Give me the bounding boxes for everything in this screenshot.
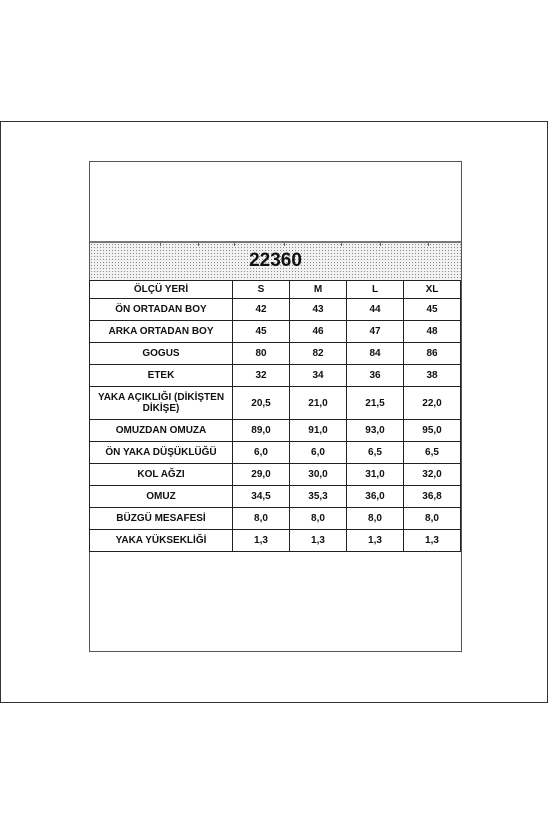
row-label: BÜZGÜ MESAFESİ [90,508,233,530]
cell-m: 91,0 [290,420,347,442]
cell-s: 20,5 [233,387,290,420]
table-row [90,420,461,442]
size-table [89,280,461,552]
table-row [90,464,461,486]
row-label: ÖN ORTADAN BOY [90,299,233,321]
table-row [90,365,461,387]
cell-s: 6,0 [233,442,290,464]
cell-m: 8,0 [290,508,347,530]
header-tick [234,242,235,246]
cell-l: 47 [347,321,404,343]
row-label: ARKA ORTADAN BOY [90,321,233,343]
cell-xl: 8,0 [404,508,461,530]
cell-xl: 32,0 [404,464,461,486]
column-header-xl: XL [404,281,461,299]
cell-s: 34,5 [233,486,290,508]
cell-xl: 38 [404,365,461,387]
row-label: OMUZ [90,486,233,508]
table-row [90,387,461,420]
header-tick [198,242,199,246]
cell-l: 21,5 [347,387,404,420]
row-label: ÖN YAKA DÜŞÜKLÜĞÜ [90,442,233,464]
header-tick [341,242,342,246]
product-code: 22360 [249,250,302,271]
column-header-l: L [347,281,404,299]
table-row [90,508,461,530]
cell-xl: 22,0 [404,387,461,420]
row-label: KOL AĞZI [90,464,233,486]
cell-l: 1,3 [347,530,404,552]
cell-m: 46 [290,321,347,343]
row-label: GOGUS [90,343,233,365]
cell-s: 42 [233,299,290,321]
table-row [90,442,461,464]
cell-s: 8,0 [233,508,290,530]
cell-s: 45 [233,321,290,343]
cell-m: 30,0 [290,464,347,486]
header-tick [160,242,161,246]
cell-m: 43 [290,299,347,321]
cell-s: 89,0 [233,420,290,442]
cell-l: 44 [347,299,404,321]
cell-xl: 95,0 [404,420,461,442]
table-row [90,299,461,321]
cell-l: 36 [347,365,404,387]
cell-m: 21,0 [290,387,347,420]
cell-xl: 86 [404,343,461,365]
column-header-measure: ÖLÇÜ YERİ [90,281,233,299]
cell-s: 1,3 [233,530,290,552]
cell-l: 84 [347,343,404,365]
table-header-row [90,281,461,299]
row-label: OMUZDAN OMUZA [90,420,233,442]
cell-m: 6,0 [290,442,347,464]
cell-l: 93,0 [347,420,404,442]
table-row [90,530,461,552]
cell-s: 80 [233,343,290,365]
table-row [90,343,461,365]
row-label: YAKA AÇIKLIĞI (DİKİŞTEN DİKİŞE) [90,387,233,420]
row-label: YAKA YÜKSEKLİĞİ [90,530,233,552]
cell-xl: 36,8 [404,486,461,508]
cell-l: 31,0 [347,464,404,486]
cell-m: 34 [290,365,347,387]
column-header-m: M [290,281,347,299]
header-tick [380,242,381,246]
cell-xl: 48 [404,321,461,343]
cell-s: 29,0 [233,464,290,486]
table-row [90,321,461,343]
header-ticks [90,242,461,246]
cell-l: 36,0 [347,486,404,508]
cell-m: 1,3 [290,530,347,552]
cell-l: 8,0 [347,508,404,530]
cell-xl: 1,3 [404,530,461,552]
cell-xl: 45 [404,299,461,321]
column-header-s: S [233,281,290,299]
cell-m: 35,3 [290,486,347,508]
row-label: ETEK [90,365,233,387]
cell-xl: 6,5 [404,442,461,464]
table-row [90,486,461,508]
header-tick [284,242,285,246]
header-tick [428,242,429,246]
cell-m: 82 [290,343,347,365]
cell-s: 32 [233,365,290,387]
cell-l: 6,5 [347,442,404,464]
